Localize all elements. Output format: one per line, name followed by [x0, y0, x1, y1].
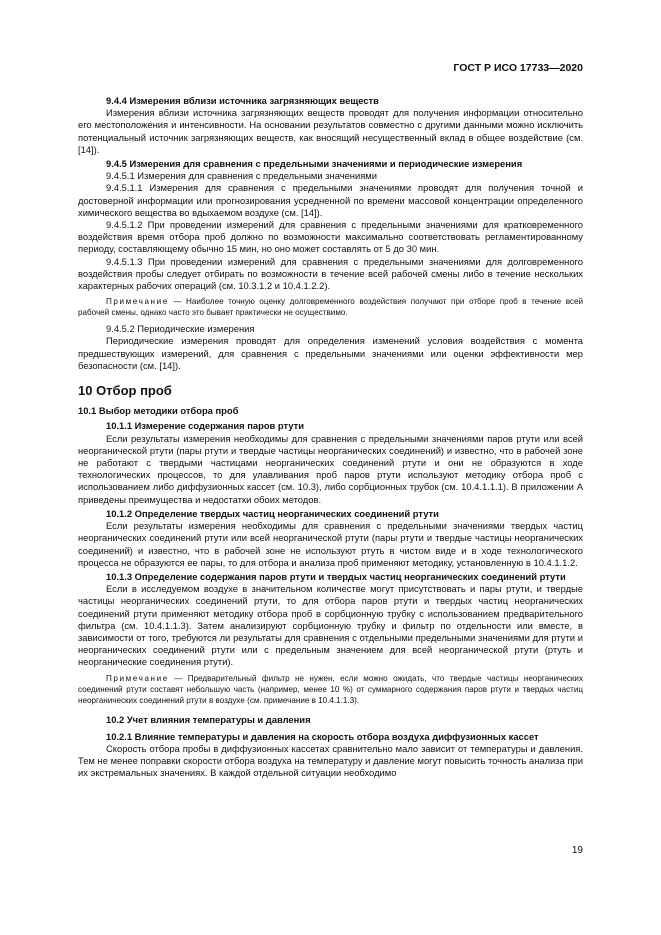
- subsection-title: 10.1.3 Определение содержания паров ртути и твердых частиц неорганических соединений ртути: [106, 570, 566, 582]
- page-number: 19: [571, 845, 583, 856]
- section-title: 10.2 Учет влияния температуры и давления: [106, 713, 311, 725]
- page-content: [78, 93, 583, 780]
- subsection-title: 9.4.5.2 Периодические измерения: [106, 323, 255, 335]
- subsection-title: 10.2.1 Влияние температуры и давления на скорость отбора воздуха диффузионных кассет: [106, 730, 539, 742]
- note-label: Примечание: [106, 673, 169, 683]
- document-number: ГОСТ Р ИСО 17733—2020: [453, 62, 583, 74]
- paragraph: Если в исследуемом воздухе в значительном количестве могут присутствовать и пары ртути, и твердые частицы неорганических соединений ртути, то для отбора паров ртути и твердых частиц неорганических соединений ртути применяют методику отбора проб в сорбционную трубку с использованием предварительного фильтра (см. 10.4.1.1.3). Затем анализируют сорбционную трубку и фильтр по отдельности или вместе, в зависимости от того, требуются ли результаты для сравнения с отдельными предельными значениями для ртути и неорганических соединений ртути или с предельным значением для всей неорганической ртути (ртуть и неорганические соединения ртути).: [78, 583, 583, 668]
- section-title: 9.4.4 Измерения вблизи источника загрязняющих веществ: [106, 95, 379, 106]
- subsection-title: 10.1.1 Измерение содержания паров ртути: [106, 420, 305, 432]
- note: [78, 296, 583, 318]
- paragraph: Измерения вблизи источника загрязняющих веществ проводят для получения информации относительно его местоположения и интенсивности. На основании результатов совместно с другими данными можно исключить потенциальный источник загрязняющих веществ, как вносящий несущественный вклад в общее воздействие (см. [14]).: [78, 107, 583, 155]
- chapter-title: 10 Отбор проб: [78, 383, 172, 399]
- paragraph: Если результаты измерения необходимы для сравнения с предельными значениями твердых частиц неорганических соединений ртути или всей неорганической ртути (пары ртути и твердые частицы неорганических соединений) и известно, что в рабочей зоне не используют ртуть в чистом виде и в ходе технологического процесса не образуются ее пары, то для отбора и анализа проб применяют методику, установленную в 10.4.1.1.2.: [78, 520, 583, 568]
- paragraph: 9.4.5.1.1 Измерения для сравнения с предельными значениями проводят для получения точной и достоверной информации или прогнозирования усредненной по времени массовой концентрации определенного химического вещества во вдыхаемом воздухе (см. [14]).: [78, 182, 583, 218]
- note-text: — Наиболее точную оценку долговременного воздействия получают при отборе проб в течение всей рабочей смены, однако часто это бывает практически не осуществимо.: [78, 297, 583, 318]
- paragraph: Скорость отбора пробы в диффузионных кассетах сравнительно мало зависит от температуры и давления. Тем не менее поправки скорости отбора воздуха на температуру и давление могут повысить точность анализа при их экстремальных значениях. В каждой отдельной ситуации необходимо: [78, 742, 583, 779]
- subsection-title: 10.1.2 Определение твердых частиц неорганических соединений ртути: [106, 507, 439, 519]
- subsection-title: 9.4.5.1 Измерения для сравнения с предельными значениями: [106, 170, 377, 182]
- paragraph: 9.4.5.1.3 При проведении измерений для сравнения с предельными значениями для долговременного воздействия пробы следует отбирать по возможности в течение всей рабочей смены либо в течение нескольких характерных рабочих операций (см. 10.3.1.2 и 10.4.1.2.2).: [78, 255, 583, 292]
- paragraph: Периодические измерения проводят для определения изменений условия воздействия с момента предшествующих измерений, для сравнения с предельными значениями или оценки эффективности мер безопасности (см. [14]).: [78, 335, 583, 371]
- section-title: 10.1 Выбор методики отбора проб: [78, 405, 239, 417]
- note-text: — Предварительный фильтр не нужен, если можно ожидать, что твердые частицы неорганических соединений ртути составят небольшую часть (например, менее 10 %) от суммарного содержания паров ртути и твердых частиц неорганических соединений ртути в воздухе (см. примечание в 10.4.1.1.3).: [78, 673, 583, 705]
- paragraph: 9.4.5.1.2 При проведении измерений для сравнения с предельными значениями для кратковременного воздействия время отбора проб должно по возможности максимально соответствовать регламентированному периоду, составляющему обычно 15 мин, но оно может составлять от 5 до 30 мин.: [78, 219, 583, 255]
- paragraph: Если результаты измерения необходимы для сравнения с предельными значениями паров ртути или всей неорганической ртути (пары ртути и твердые частицы неорганических соединений) и известно, что в рабочей зоне не работают с твердыми частицами неорганических соединений ртути и они не образуются в ходе технологических процессов, то для улавливания проб паров ртути используют методику отбора проб с использованием либо диффузионных кассет (см. 10.3), либо сорбционных трубок (см. 10.4.1.1.1). В приложении А приведены преимущества и недостатки обоих методов.: [78, 432, 583, 505]
- note: [78, 673, 583, 706]
- section-title: 9.4.5 Измерения для сравнения с предельными значениями и периодические измерения: [106, 158, 523, 170]
- note-label: Примечание: [106, 297, 169, 307]
